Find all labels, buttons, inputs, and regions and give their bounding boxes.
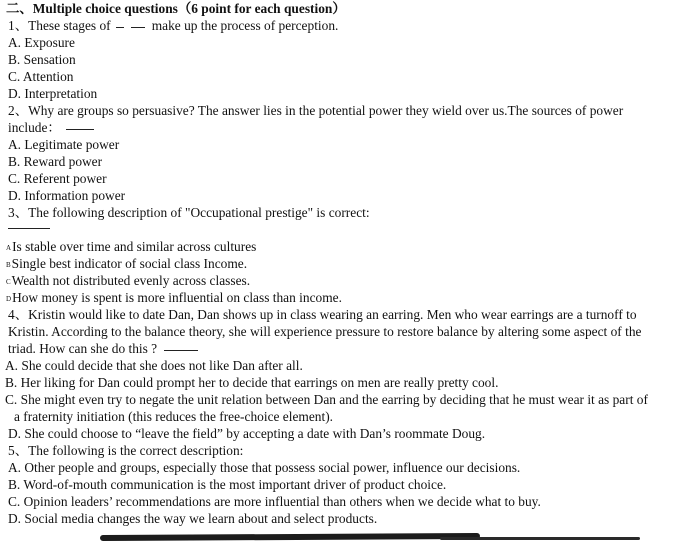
- answer-line: [8, 228, 50, 229]
- question-2-stem-cont: [8, 120, 94, 136]
- section-title: 二、Multiple choice questions（6 point for each question）: [6, 1, 346, 16]
- question-1-stem: [8, 18, 338, 34]
- q4-option-c: C. She might even try to negate the unit relation between Dan and the earring by deciding that he must wear it as part of: [5, 392, 648, 407]
- q4-option-a: A. She could decide that she does not like Dan after all.: [5, 358, 303, 373]
- q1-option-d: D. Interpretation: [8, 86, 98, 101]
- q5-option-c: C. Opinion leaders’ recommendations are more influential than others when we decide what to buy.: [8, 494, 541, 509]
- option-text: Single best indicator of social class Income.: [11, 256, 248, 271]
- q2-option-d: D. Information power: [8, 188, 126, 203]
- answer-blank: [116, 19, 124, 28]
- q4-option-b: B. Her liking for Dan could prompt her to decide that earrings on men are really pretty cool.: [5, 375, 499, 390]
- option-text: How money is spent is more influential on class than income.: [12, 290, 342, 305]
- q5-option-d: D. Social media changes the way we learn about and select products.: [8, 511, 378, 526]
- answer-blank: [131, 19, 145, 28]
- q1-option-b: B. Sensation: [8, 52, 76, 67]
- option-letter: B: [6, 261, 11, 269]
- q1-option-c: C. Attention: [8, 69, 74, 84]
- bottom-edge-shadow: [100, 533, 480, 541]
- q2-option-c: C. Referent power: [8, 171, 107, 186]
- q3-option-a: [6, 239, 256, 256]
- q5-option-a: A. Other people and groups, especially those that possess social power, influence our decisions.: [8, 460, 521, 475]
- q2-option-b: B. Reward power: [8, 154, 103, 169]
- question-4-stem-cont-2: [8, 341, 198, 357]
- question-4-stem: 4、Kristin would like to date Dan, Dan shows up in class wearing an earring. Men who wear earrings are a turnoff to: [8, 307, 637, 322]
- question-1-stem-start: 1、These stages of: [8, 18, 111, 33]
- option-text: Is stable over time and similar across cultures: [12, 239, 257, 254]
- q4-option-c-cont: a fraternity initiation (this reduces the free-choice element).: [14, 409, 333, 424]
- question-2-stem: 2、Why are groups so persuasive? The answer lies in the potential power they wield over us.The sources of power: [8, 103, 624, 118]
- option-letter: A: [6, 244, 12, 252]
- answer-blank: [66, 121, 94, 130]
- question-5-stem: 5、The following is the correct description:: [8, 443, 244, 458]
- q3-option-b: [6, 256, 247, 273]
- option-text: Wealth not distributed evenly across classes.: [11, 273, 251, 288]
- question-1-stem-end: make up the process of perception.: [151, 18, 339, 33]
- question-2-stem-include: include：: [8, 120, 61, 135]
- question-4-stem-cont-1: Kristin. According to the balance theory, she will experience pressure to restore balance by altering some aspect of the: [8, 324, 642, 339]
- q3-option-c: [6, 273, 250, 290]
- q3-option-d: [6, 290, 342, 307]
- answer-blank: [164, 342, 198, 351]
- option-letter: C: [6, 278, 11, 286]
- q4-option-d: D. She could choose to “leave the field” by accepting a date with Dan’s roommate Doug.: [8, 426, 486, 441]
- q5-option-b: B. Word-of-mouth communication is the most important driver of product choice.: [8, 477, 447, 492]
- q1-option-a: A. Exposure: [8, 35, 75, 50]
- question-4-stem-end: triad. How can she do this ?: [8, 341, 158, 356]
- question-3-stem: 3、The following description of "Occupational prestige" is correct:: [8, 205, 370, 220]
- q2-option-a: A. Legitimate power: [8, 137, 120, 152]
- bottom-edge-shadow-2: [440, 537, 640, 540]
- option-letter: D: [6, 295, 12, 303]
